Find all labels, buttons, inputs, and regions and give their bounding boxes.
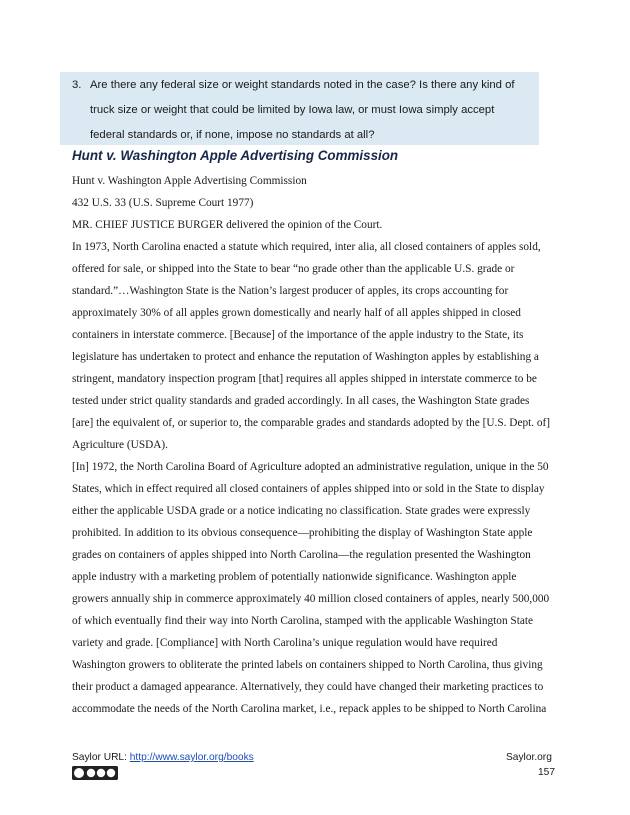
body-text-line: Washington growers to obliterate the printed labels on containers shipped to North Carolina, thus giving: [72, 659, 543, 671]
question-line: truck size or weight that could be limited by Iowa law, or must Iowa simply accept: [90, 104, 495, 116]
body-text-line: approximately 30% of all apples grown domestically and nearly half of all apples shipped in closed: [72, 307, 521, 319]
body-text-line: legislature has undertaken to protect and enhance the reputation of Washington apples by establishing a: [72, 351, 539, 363]
question-number: 3.: [72, 79, 82, 91]
body-text-line: growers annually ship in commerce approximately 40 million closed containers of apples, nearly 500,000: [72, 593, 550, 605]
body-text-line: containers in interstate commerce. [Because] of the importance of the apple industry to the State, its: [72, 329, 524, 341]
question-line: Are there any federal size or weight standards noted in the case? Is there any kind of: [90, 79, 515, 91]
footer-org: Saylor.org: [506, 752, 552, 763]
body-text-line: grades on containers of apples shipped into North Carolina—the regulation presented the Washington: [72, 549, 531, 561]
body-text-line: offered for sale, or shipped into the State to bear “no grade other than the applicable U.S. grade or: [72, 263, 515, 275]
body-text-line: either the applicable USDA grade or a notice indicating no classification. State grades were expressly: [72, 505, 531, 517]
body-text-line: [In] 1972, the North Carolina Board of Agriculture adopted an administrative regulation, unique in the 50: [72, 461, 549, 473]
body-text-line: In 1973, North Carolina enacted a statute which required, inter alia, all closed containers of apples sold,: [72, 241, 541, 253]
body-text-line: tested under strict quality standards and graded accordingly. In all cases, the Washington State grades: [72, 395, 530, 407]
footer-url-link[interactable]: http://www.saylor.org/books: [129, 752, 254, 763]
case-citation-reporter: 432 U.S. 33 (U.S. Supreme Court 1977): [72, 197, 254, 209]
body-text-line: [are] the equivalent of, or superior to, the comparable grades and standards adopted by the [U.S. Dept. of]: [72, 417, 551, 429]
body-text-line: accommodate the needs of the North Carolina market, i.e., repack apples to be shipped to North Carolina: [72, 703, 547, 715]
case-citation-title: Hunt v. Washington Apple Advertising Commission: [72, 175, 307, 187]
case-opinion-author: MR. CHIEF JUSTICE BURGER delivered the opinion of the Court.: [72, 219, 383, 231]
footer-url-label: Saylor URL:: [72, 752, 130, 763]
body-text-line: stringent, mandatory inspection program [that] requires all apples shipped in interstate commerce to be: [72, 373, 537, 385]
body-text-line: their product a damaged appearance. Alternatively, they could have changed their marketing practices to: [72, 681, 544, 693]
page-number: 157: [538, 767, 555, 778]
body-text-line: Agriculture (USDA).: [72, 439, 169, 451]
body-text-line: standard.”…Washington State is the Nation’s largest producer of apples, its crops accounting for: [72, 285, 509, 297]
body-text-line: prohibited. In addition to its obvious consequence—prohibiting the display of Washington State apple: [72, 527, 533, 539]
body-text-line: States, which in effect required all closed containers of apples shipped into or sold in the State to display: [72, 483, 545, 495]
cc-license-badge-graphic: [72, 766, 118, 780]
cc-license-badge-icon: [72, 766, 118, 780]
body-text-line: variety and grade. [Compliance] with North Carolina’s unique regulation would have required: [72, 637, 498, 649]
body-text-line: apple industry with a marketing problem of potentially nationwide significance. Washington apple: [72, 571, 517, 583]
question-line: federal standards or, if none, impose no standards at all?: [90, 129, 375, 141]
case-heading: Hunt v. Washington Apple Advertising Commission: [72, 148, 399, 163]
body-text-line: of which eventually find their way into North Carolina, stamped with the applicable Washington State: [72, 615, 534, 627]
footer-url-line: [72, 752, 254, 763]
